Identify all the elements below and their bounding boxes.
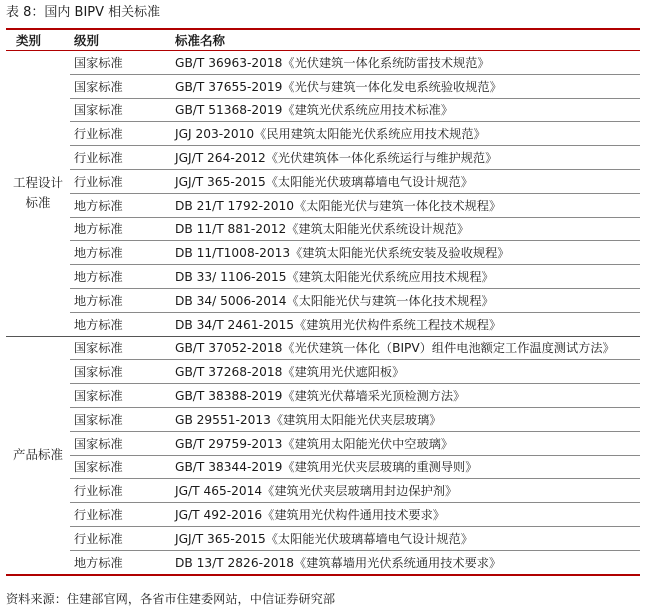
- standard-name-cell: JGJ/T 264-2012《光伏建筑体一体化系统运行与维护规范》: [171, 146, 640, 170]
- table-row: [6, 51, 640, 75]
- header-name: 标准名称: [171, 29, 640, 51]
- level-cell: 地方标准: [70, 241, 171, 265]
- header-category: 类别: [6, 29, 70, 51]
- level-cell: 地方标准: [70, 217, 171, 241]
- standard-name-cell: DB 21/T 1792-2010《太阳能光伏与建筑一体化技术规程》: [171, 193, 640, 217]
- standard-name-cell: GB/T 36963-2018《光伏建筑一体化系统防雷技术规范》: [171, 51, 640, 75]
- level-cell: 行业标准: [70, 146, 171, 170]
- level-cell: 行业标准: [70, 169, 171, 193]
- source-note: 资料来源：住建部官网，各省市住建委网站，中信证券研究部: [6, 592, 336, 606]
- level-cell: 国家标准: [70, 360, 171, 384]
- standard-name-cell: DB 11/T 881-2012《建筑太阳能光伏系统设计规范》: [171, 217, 640, 241]
- standard-name-cell: JGJ 203-2010《民用建筑太阳能光伏系统应用技术规范》: [171, 122, 640, 146]
- level-cell: 国家标准: [70, 431, 171, 455]
- table-row: [6, 360, 640, 384]
- standard-name-cell: DB 34/T 2461-2015《建筑用光伏构件系统工程技术规程》: [171, 312, 640, 336]
- table-caption: 表 8：国内 BIPV 相关标准: [6, 5, 161, 20]
- standard-name-cell: GB/T 29759-2013《建筑用太阳能光伏中空玻璃》: [171, 431, 640, 455]
- standard-name-cell: GB/T 37268-2018《建筑用光伏遮阳板》: [171, 360, 640, 384]
- standard-name-cell: GB 29551-2013《建筑用太阳能光伏夹层玻璃》: [171, 407, 640, 431]
- level-cell: 国家标准: [70, 51, 171, 75]
- level-cell: 国家标准: [70, 336, 171, 360]
- table-row: [6, 336, 640, 360]
- table-row: [6, 312, 640, 336]
- table-row: [6, 503, 640, 527]
- standard-name-cell: DB 34/ 5006-2014《太阳能光伏与建筑一体化技术规程》: [171, 288, 640, 312]
- standard-name-cell: GB/T 38344-2019《建筑用光伏夹层玻璃的重测导则》: [171, 455, 640, 479]
- category-cell: 产品标准: [6, 336, 70, 574]
- standard-name-cell: GB/T 37052-2018《光伏建筑一体化（BIPV）组件电池额定工作温度测试方法》: [171, 336, 640, 360]
- table-header: [6, 29, 640, 51]
- table-row: [6, 526, 640, 550]
- level-cell: 国家标准: [70, 407, 171, 431]
- standard-name-cell: DB 13/T 2826-2018《建筑幕墙用光伏系统通用技术要求》: [171, 550, 640, 574]
- table-row: [6, 455, 640, 479]
- level-cell: 行业标准: [70, 122, 171, 146]
- table-row: [6, 431, 640, 455]
- level-cell: 地方标准: [70, 288, 171, 312]
- level-cell: 国家标准: [70, 455, 171, 479]
- level-cell: 地方标准: [70, 312, 171, 336]
- standard-name-cell: JGJ/T 365-2015《太阳能光伏玻璃幕墙电气设计规范》: [171, 526, 640, 550]
- standard-name-cell: GB/T 51368-2019《建筑光伏系统应用技术标准》: [171, 98, 640, 122]
- table-row: [6, 550, 640, 574]
- table-row: [6, 217, 640, 241]
- level-cell: 地方标准: [70, 193, 171, 217]
- table-row: [6, 407, 640, 431]
- table-row: [6, 122, 640, 146]
- table-row: [6, 241, 640, 265]
- standard-name-cell: GB/T 38388-2019《建筑光伏幕墙采光顶检测方法》: [171, 384, 640, 408]
- category-cell: 工程设计标准: [6, 51, 70, 337]
- table-row: [6, 98, 640, 122]
- standard-name-cell: JG/T 465-2014《建筑光伏夹层玻璃用封边保护剂》: [171, 479, 640, 503]
- standard-name-cell: GB/T 37655-2019《光伏与建筑一体化发电系统验收规范》: [171, 74, 640, 98]
- level-cell: 行业标准: [70, 479, 171, 503]
- level-cell: 国家标准: [70, 74, 171, 98]
- table-body: [6, 51, 640, 575]
- standards-table: [6, 28, 640, 576]
- table-row: [6, 146, 640, 170]
- table-row: [6, 288, 640, 312]
- table-row: [6, 479, 640, 503]
- header-level: 级别: [70, 29, 171, 51]
- level-cell: 地方标准: [70, 550, 171, 574]
- level-cell: 行业标准: [70, 503, 171, 527]
- level-cell: 地方标准: [70, 265, 171, 289]
- level-cell: 行业标准: [70, 526, 171, 550]
- table-row: [6, 169, 640, 193]
- level-cell: 国家标准: [70, 98, 171, 122]
- level-cell: 国家标准: [70, 384, 171, 408]
- header-row: [6, 29, 640, 51]
- table-row: [6, 74, 640, 98]
- standard-name-cell: JG/T 492-2016《建筑用光伏构件通用技术要求》: [171, 503, 640, 527]
- standard-name-cell: DB 11/T1008-2013《建筑太阳能光伏系统安装及验收规程》: [171, 241, 640, 265]
- table-row: [6, 193, 640, 217]
- table-row: [6, 384, 640, 408]
- standard-name-cell: JGJ/T 365-2015《太阳能光伏玻璃幕墙电气设计规范》: [171, 169, 640, 193]
- table-row: [6, 265, 640, 289]
- standard-name-cell: DB 33/ 1106-2015《建筑太阳能光伏系统应用技术规程》: [171, 265, 640, 289]
